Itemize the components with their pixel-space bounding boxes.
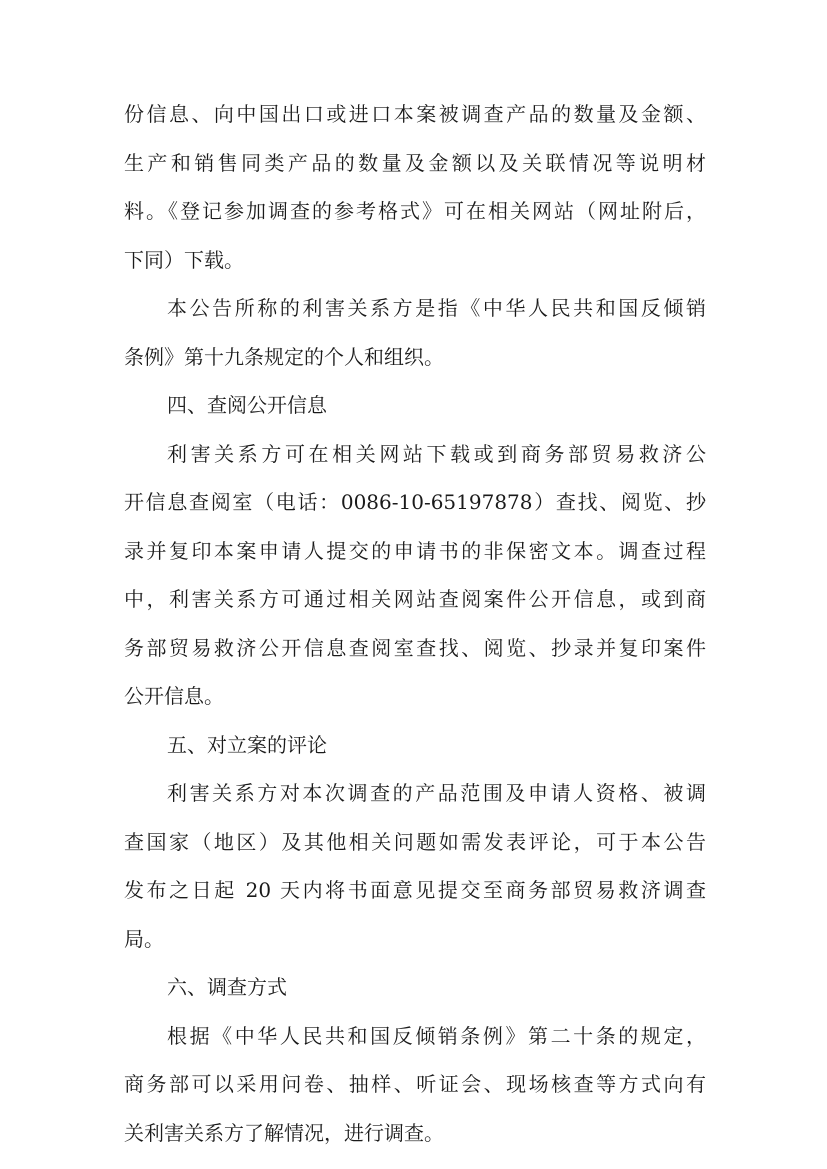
text-line: 务部贸易救济公开信息查阅室查找、阅览、抄录并复印案件 [124,635,706,660]
text-line: 局。 [124,926,164,951]
text-line: 公开信息。 [124,684,224,708]
text-line: 条例》第十九条规定的个人和组织。 [124,344,444,369]
paragraph-first-line: 利害关系方可在相关网站下载或到商务部贸易救济公 [167,441,706,466]
text-line: 录并复印本案申请人提交的申请书的非保密文本。调查过程 [124,538,706,563]
paragraph-first-line: 利害关系方对本次调查的产品范围及申请人资格、被调 [167,781,706,805]
text-line: 份信息、向中国出口或进口本案被调查产品的数量及金额、 [124,102,706,126]
paragraph-first-line: 本公告所称的利害关系方是指《中华人民共和国反倾销 [167,296,706,320]
text-line: 发布之日起 20 天内将书面意见提交至商务部贸易救济调查 [124,878,706,902]
text-line: 中，利害关系方可通过相关网站查阅案件公开信息，或到商 [124,587,706,611]
document-body [124,90,706,1157]
section-heading: 五、对立案的评论 [167,732,327,757]
text-line: 关利害关系方了解情况，进行调查。 [124,1120,444,1145]
text-line: 商务部可以采用问卷、抽样、听证会、现场核查等方式向有 [124,1072,706,1096]
paragraph-first-line: 根据《中华人民共和国反倾销条例》第二十条的规定， [167,1023,706,1048]
text-line: 查国家（地区）及其他相关问题如需发表评论，可于本公告 [124,829,706,854]
text-line: 生产和销售同类产品的数量及金额以及关联情况等说明材 [124,150,706,175]
text-line: 料。《登记参加调查的参考格式》可在相关网站（网址附后， [124,199,706,223]
text-line: 下同）下载。 [124,247,244,272]
section-heading: 四、查阅公开信息 [167,393,327,417]
section-heading: 六、调查方式 [167,975,287,999]
text-line: 开信息查阅室（电话：0086-10-65197878）查找、阅览、抄 [124,490,706,514]
